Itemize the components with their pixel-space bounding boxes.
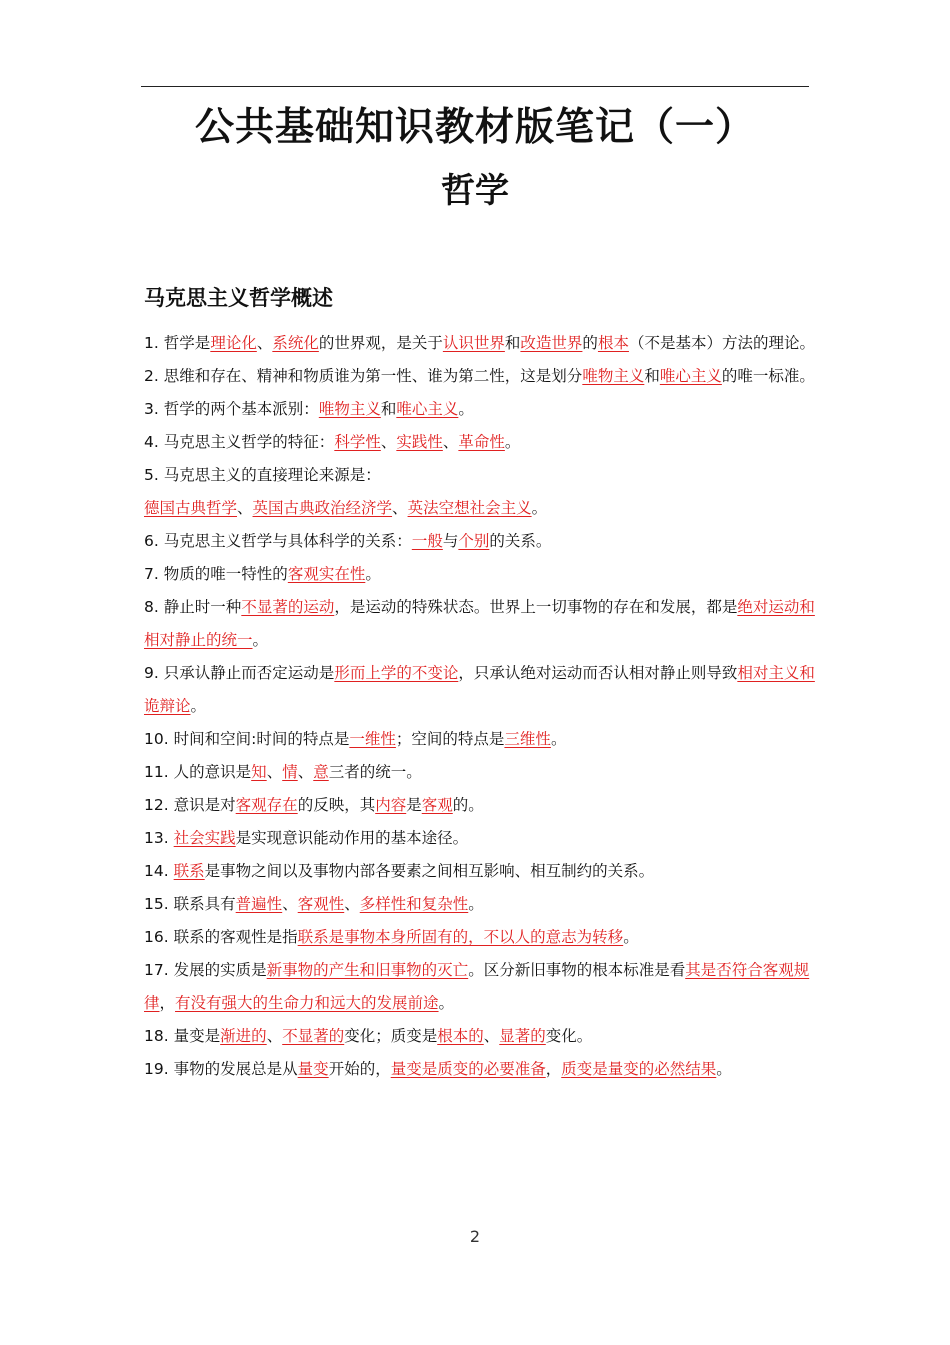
- note-text: 的反映，其: [297, 796, 376, 814]
- key-term: 英国古典政治经济学: [252, 499, 393, 517]
- note-text: 。: [623, 928, 639, 946]
- note-text: 。区分新旧事物的根本标准是看: [468, 961, 686, 979]
- key-term: 客观: [421, 796, 453, 814]
- key-term: 量变: [297, 1060, 329, 1078]
- note-number: 8.: [144, 598, 159, 616]
- note-item: [144, 591, 816, 657]
- note-text: 马克思主义哲学的特征：: [163, 433, 335, 451]
- key-term: 理论化: [210, 334, 257, 352]
- note-item: [144, 426, 816, 459]
- note-number: 2.: [144, 367, 159, 385]
- note-text: 。: [531, 499, 548, 517]
- note-text: 的唯一标准。: [721, 367, 815, 385]
- note-text: 。: [438, 994, 455, 1012]
- note-text: 时间和空间:时间的特点是: [173, 730, 350, 748]
- note-text: 的。: [452, 796, 484, 814]
- note-item: [144, 822, 816, 855]
- note-text: 哲学的两个基本派别：: [163, 400, 319, 418]
- note-item: [144, 789, 816, 822]
- notes-list: [144, 327, 816, 1086]
- note-item: [144, 360, 816, 393]
- note-text: 静止时一种: [163, 598, 242, 616]
- note-text: 和: [644, 367, 660, 385]
- note-number: 6.: [144, 532, 159, 550]
- note-text: 和: [504, 334, 521, 352]
- note-item: [144, 459, 816, 525]
- note-text: 只承认静止而否定运动是: [163, 664, 335, 682]
- note-text: 三者的统一。: [328, 763, 422, 781]
- key-term: 普遍性: [235, 895, 283, 913]
- note-text: ，是运动的特殊状态。世界上一切事物的存在和发展，都是: [334, 598, 738, 616]
- header-rule: [141, 86, 809, 87]
- note-number: 16.: [144, 928, 169, 946]
- note-text: 变化。: [545, 1027, 593, 1045]
- key-term: 内容: [375, 796, 407, 814]
- note-text: ，: [159, 994, 176, 1012]
- note-item: [144, 921, 816, 954]
- note-text: 、: [256, 334, 273, 352]
- note-text: 。: [550, 730, 567, 748]
- note-text: 的: [582, 334, 598, 352]
- key-term: 个别: [458, 532, 490, 550]
- note-number: 17.: [144, 961, 169, 979]
- note-number: 4.: [144, 433, 159, 451]
- document-title: 公共基础知识教材版笔记（一）: [194, 105, 755, 150]
- key-term: 唯物主义: [582, 367, 645, 385]
- key-term: 系统化: [272, 334, 319, 352]
- key-term: 唯物主义: [318, 400, 381, 418]
- note-text: 马克思主义的直接理论来源是：: [163, 466, 381, 484]
- note-text: 、: [266, 763, 283, 781]
- key-term: 有没有强大的生命力和远大的发展前途: [175, 994, 439, 1012]
- note-text: 、: [297, 763, 314, 781]
- note-text: 物质的唯一特性的: [163, 565, 288, 583]
- key-term: 形而上学的不变论: [334, 664, 459, 682]
- note-number: 7.: [144, 565, 159, 583]
- note-number: 11.: [144, 763, 169, 781]
- note-text: 。: [365, 565, 381, 583]
- note-text: 。: [458, 400, 474, 418]
- note-number: 10.: [144, 730, 169, 748]
- key-term: 质变是量变的必然结果: [561, 1060, 717, 1078]
- note-text: 与: [442, 532, 459, 550]
- key-term: 意: [313, 763, 329, 781]
- key-term: 新事物的产生和旧事物的灭亡: [266, 961, 469, 979]
- key-term: 联系: [173, 862, 205, 880]
- note-number: 19.: [144, 1060, 169, 1078]
- note-item: [144, 1053, 816, 1086]
- note-text: 、: [380, 433, 397, 451]
- key-term: 情: [282, 763, 298, 781]
- note-text: 的世界观，是关于: [318, 334, 443, 352]
- note-text: 。: [252, 631, 269, 649]
- key-term: 渐进的: [220, 1027, 267, 1045]
- note-text: ，: [545, 1060, 562, 1078]
- key-term: 相对主义和诡辩论: [144, 664, 815, 715]
- note-item: [144, 1020, 816, 1053]
- key-term: 绝对运动和相对静止的统一: [144, 598, 815, 649]
- note-number: 1.: [144, 334, 159, 352]
- key-term: 联系是事物本身所固有的，不以人的意志为转移: [297, 928, 624, 946]
- note-number: 5.: [144, 466, 159, 484]
- key-term: 改造世界: [520, 334, 583, 352]
- key-term: 革命性: [458, 433, 505, 451]
- note-text: 的关系。: [489, 532, 552, 550]
- key-term: 认识世界: [442, 334, 505, 352]
- key-term: 客观实在性: [287, 565, 366, 583]
- key-term: 英法空想社会主义: [407, 499, 532, 517]
- key-term: 客观性: [297, 895, 345, 913]
- note-number: 12.: [144, 796, 169, 814]
- note-text: 变化；质变是: [344, 1027, 438, 1045]
- note-text: 是事物之间以及事物内部各要素之间相互影响、相互制约的关系。: [204, 862, 655, 880]
- key-term: 三维性: [504, 730, 551, 748]
- key-term: 知: [251, 763, 267, 781]
- note-text: ，只承认绝对运动而否认相对静止则导致: [458, 664, 738, 682]
- note-text: 。: [468, 895, 484, 913]
- note-item: [144, 756, 816, 789]
- note-text: 、: [282, 895, 298, 913]
- note-text: 、: [392, 499, 408, 517]
- note-item: [144, 393, 816, 426]
- key-term: 实践性: [396, 433, 443, 451]
- key-term: 社会实践: [173, 829, 236, 847]
- note-item: [144, 954, 816, 1020]
- note-text: 量变是: [173, 1027, 221, 1045]
- note-text: 开始的，: [328, 1060, 391, 1078]
- key-term: 不显著的: [282, 1027, 345, 1045]
- note-text: 联系具有: [173, 895, 236, 913]
- key-term: 其是否符合客观规律: [144, 961, 810, 1012]
- key-term: 一般: [411, 532, 443, 550]
- note-number: 18.: [144, 1027, 169, 1045]
- note-item: [144, 327, 816, 360]
- note-number: 9.: [144, 664, 159, 682]
- note-text: 、: [442, 433, 459, 451]
- key-term: 唯心主义: [396, 400, 459, 418]
- key-term: 客观存在: [235, 796, 298, 814]
- note-item: [144, 888, 816, 921]
- key-term: 显著的: [499, 1027, 546, 1045]
- note-number: 14.: [144, 862, 169, 880]
- note-number: 3.: [144, 400, 159, 418]
- note-text: 发展的实质是: [173, 961, 267, 979]
- note-text: 人的意识是: [173, 763, 252, 781]
- key-term: 科学性: [334, 433, 381, 451]
- note-item: [144, 525, 816, 558]
- note-text: 、: [344, 895, 360, 913]
- key-term: 量变是质变的必要准备: [390, 1060, 546, 1078]
- note-text: 是实现意识能动作用的基本途径。: [235, 829, 469, 847]
- note-text: 。: [190, 697, 207, 715]
- key-term: 多样性和复杂性: [359, 895, 469, 913]
- note-item: [144, 558, 816, 591]
- note-item: [144, 855, 816, 888]
- note-item: [144, 723, 816, 756]
- note-text: 意识是对: [173, 796, 236, 814]
- note-text: 是: [406, 796, 422, 814]
- page-number: 2: [469, 1227, 481, 1246]
- note-text: 联系的客观性是指: [173, 928, 298, 946]
- note-text: 和: [380, 400, 397, 418]
- note-text: 。: [716, 1060, 732, 1078]
- note-item: [144, 657, 816, 723]
- note-text: 马克思主义哲学与具体科学的关系：: [163, 532, 412, 550]
- key-term: 唯心主义: [659, 367, 722, 385]
- note-text: 。: [504, 433, 521, 451]
- section-heading: 马克思主义哲学概述: [144, 286, 333, 310]
- document-subtitle: 哲学: [441, 171, 509, 211]
- note-number: 13.: [144, 829, 169, 847]
- note-number: 15.: [144, 895, 169, 913]
- key-term: 一维性: [349, 730, 396, 748]
- key-term: 不显著的运动: [241, 598, 335, 616]
- note-text: 思维和存在、精神和物质谁为第一性、谁为第二性，这是划分: [163, 367, 583, 385]
- note-text: （不是基本）方法的理论。: [628, 334, 815, 352]
- key-term: 根本: [597, 334, 629, 352]
- note-text: 、: [483, 1027, 500, 1045]
- note-text: 、: [266, 1027, 283, 1045]
- note-text: 、: [237, 499, 253, 517]
- key-term: 德国古典哲学: [144, 499, 238, 517]
- note-text: 事物的发展总是从: [173, 1060, 298, 1078]
- note-text: ；空间的特点是: [395, 730, 505, 748]
- key-term: 根本的: [437, 1027, 484, 1045]
- note-text: 哲学是: [163, 334, 211, 352]
